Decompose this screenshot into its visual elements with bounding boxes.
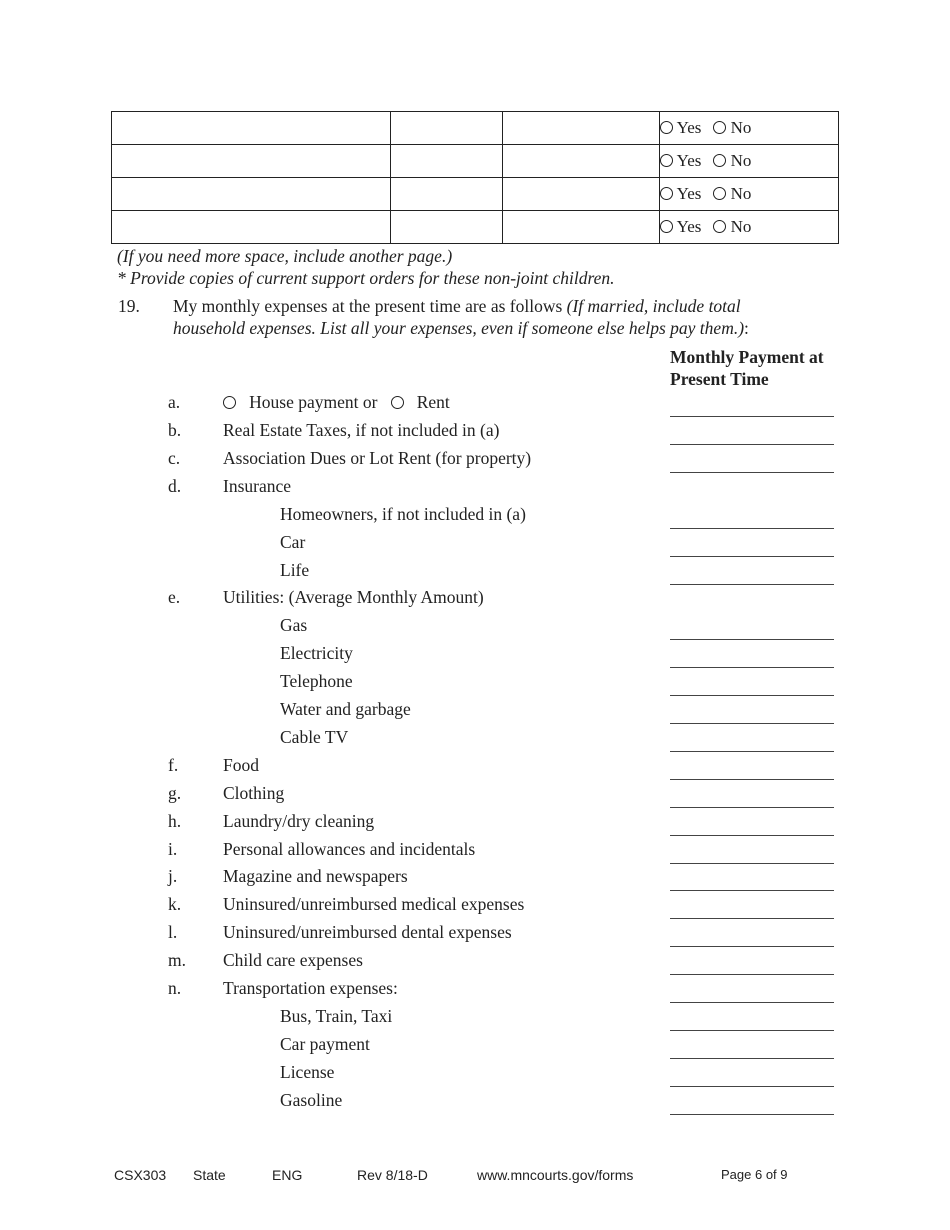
table-cell[interactable] [503,211,660,244]
amount-line[interactable] [670,639,834,640]
table-cell[interactable] [112,211,391,244]
expense-label: Bus, Train, Taxi [280,1005,393,1026]
amount-line[interactable] [670,1086,834,1087]
rent-label: Rent [416,392,450,412]
expense-label: Food [223,754,259,775]
no-label: No [730,217,752,236]
expense-label: Gas [280,615,308,636]
expense-label: Gasoline [280,1089,343,1110]
table-cell[interactable] [391,112,503,145]
table-cell[interactable] [112,145,391,178]
item-letter: c. [168,447,181,468]
support-orders-note: * Provide copies of current support orders for these non-joint children. [117,268,615,288]
footer-form-code: CSX303 [114,1167,167,1183]
amount-line[interactable] [670,918,834,919]
yes-label: Yes [676,151,702,170]
non-joint-children-table [111,111,839,244]
question-number: 19. [118,296,140,316]
amount-line[interactable] [670,695,834,696]
yes-label: Yes [676,118,702,137]
yes-label: Yes [676,184,702,203]
yes-radio[interactable] [660,220,673,233]
amount-line[interactable] [670,528,834,529]
yes-no-cell [660,211,839,244]
house-payment-label: House payment or [249,392,378,412]
amount-line[interactable] [670,946,834,947]
footer-language: ENG [272,1167,303,1183]
expense-label: License [280,1061,335,1082]
expense-label: Association Dues or Lot Rent (for property) [223,447,532,468]
expense-label: Transportation expenses: [223,978,398,998]
amount-line[interactable] [670,472,834,473]
no-radio[interactable] [713,187,726,200]
table-cell[interactable] [391,211,503,244]
no-label: No [730,184,752,203]
expense-label: Insurance [223,475,292,496]
no-label: No [730,151,752,170]
item-letter: g. [168,782,182,803]
amount-line[interactable] [670,863,834,864]
amount-line[interactable] [670,1058,834,1059]
item-letter: h. [168,810,182,831]
no-radio[interactable] [713,154,726,167]
expense-label: Water and garbage [280,699,411,719]
expense-label: Cable TV [280,726,349,747]
expense-label: Car payment [280,1033,370,1054]
header-line1: Monthly Payment at [670,347,824,367]
table-cell[interactable] [112,178,391,211]
table-row [112,112,839,145]
item-letter: e. [168,587,181,608]
question-text-line2: household expenses. List all your expenses, even if someone else helps pay them.): [173,318,749,338]
item-a-options [223,392,450,413]
amount-line[interactable] [670,667,834,668]
yes-no-cell [660,112,839,145]
expense-label: Personal allowances and incidentals [223,838,476,859]
expense-label: Real Estate Taxes, if not included in (a) [223,420,500,440]
yes-label: Yes [676,217,702,236]
amount-line-a[interactable] [670,416,834,417]
header-line2: Present Time [670,369,769,389]
item-letter: i. [168,838,178,859]
table-row [112,211,839,244]
yes-radio[interactable] [660,187,673,200]
item-letter: f. [168,754,179,775]
yes-radio[interactable] [660,121,673,134]
amount-line[interactable] [670,779,834,780]
expense-label: Child care expenses [223,950,363,971]
item-a-letter: a. [168,392,181,412]
expense-label: Magazine and newspapers [223,866,408,887]
no-radio[interactable] [713,121,726,134]
amount-line[interactable] [670,807,834,808]
no-label: No [730,118,752,137]
table-cell[interactable] [112,112,391,145]
footer-state: State [193,1167,226,1183]
yes-radio[interactable] [660,154,673,167]
table-cell[interactable] [391,178,503,211]
monthly-payment-header [670,346,824,390]
amount-line[interactable] [670,444,834,445]
table-cell[interactable] [503,112,660,145]
table-row [112,145,839,178]
amount-line[interactable] [670,1114,834,1115]
amount-line[interactable] [670,890,834,891]
expense-label: Life [280,559,310,580]
amount-line[interactable] [670,974,834,975]
amount-line[interactable] [670,556,834,557]
yes-no-cell [660,145,839,178]
house-payment-radio[interactable] [223,396,236,409]
expense-label: Utilities: (Average Monthly Amount) [223,587,484,608]
item-letter: d. [168,475,182,496]
more-space-note: (If you need more space, include another page.) [117,246,453,266]
question-text-line1: My monthly expenses at the present time are as follows (If married, include total [173,296,741,316]
amount-line[interactable] [670,584,834,585]
item-letter: l. [168,922,178,943]
item-letter: n. [168,978,182,998]
table-cell[interactable] [391,145,503,178]
item-letter: k. [168,894,182,915]
no-radio[interactable] [713,220,726,233]
item-letter: b. [168,420,182,440]
expense-label: Homeowners, if not included in (a) [280,503,526,524]
table-cell[interactable] [503,145,660,178]
item-letter: m. [168,950,186,971]
table-row [112,178,839,211]
amount-line[interactable] [670,1030,834,1031]
expense-label: Car [280,531,306,552]
footer-page-number: Page 6 of 9 [721,1167,788,1182]
rent-radio[interactable] [391,396,404,409]
footer-revision: Rev 8/18-D [357,1167,428,1183]
expense-label: Electricity [280,643,353,664]
amount-line[interactable] [670,723,834,724]
expense-label: Clothing [223,782,285,803]
footer-website: www.mncourts.gov/forms [477,1167,634,1183]
expense-label: Uninsured/unreimbursed medical expenses [223,894,525,915]
amount-line[interactable] [670,1002,834,1003]
yes-no-cell [660,178,839,211]
item-letter: j. [168,866,178,887]
expense-label: Telephone [280,671,353,692]
expense-label: Uninsured/unreimbursed dental expenses [223,922,512,943]
amount-line[interactable] [670,751,834,752]
table-cell[interactable] [503,178,660,211]
expense-label: Laundry/dry cleaning [223,810,375,831]
amount-line[interactable] [670,835,834,836]
